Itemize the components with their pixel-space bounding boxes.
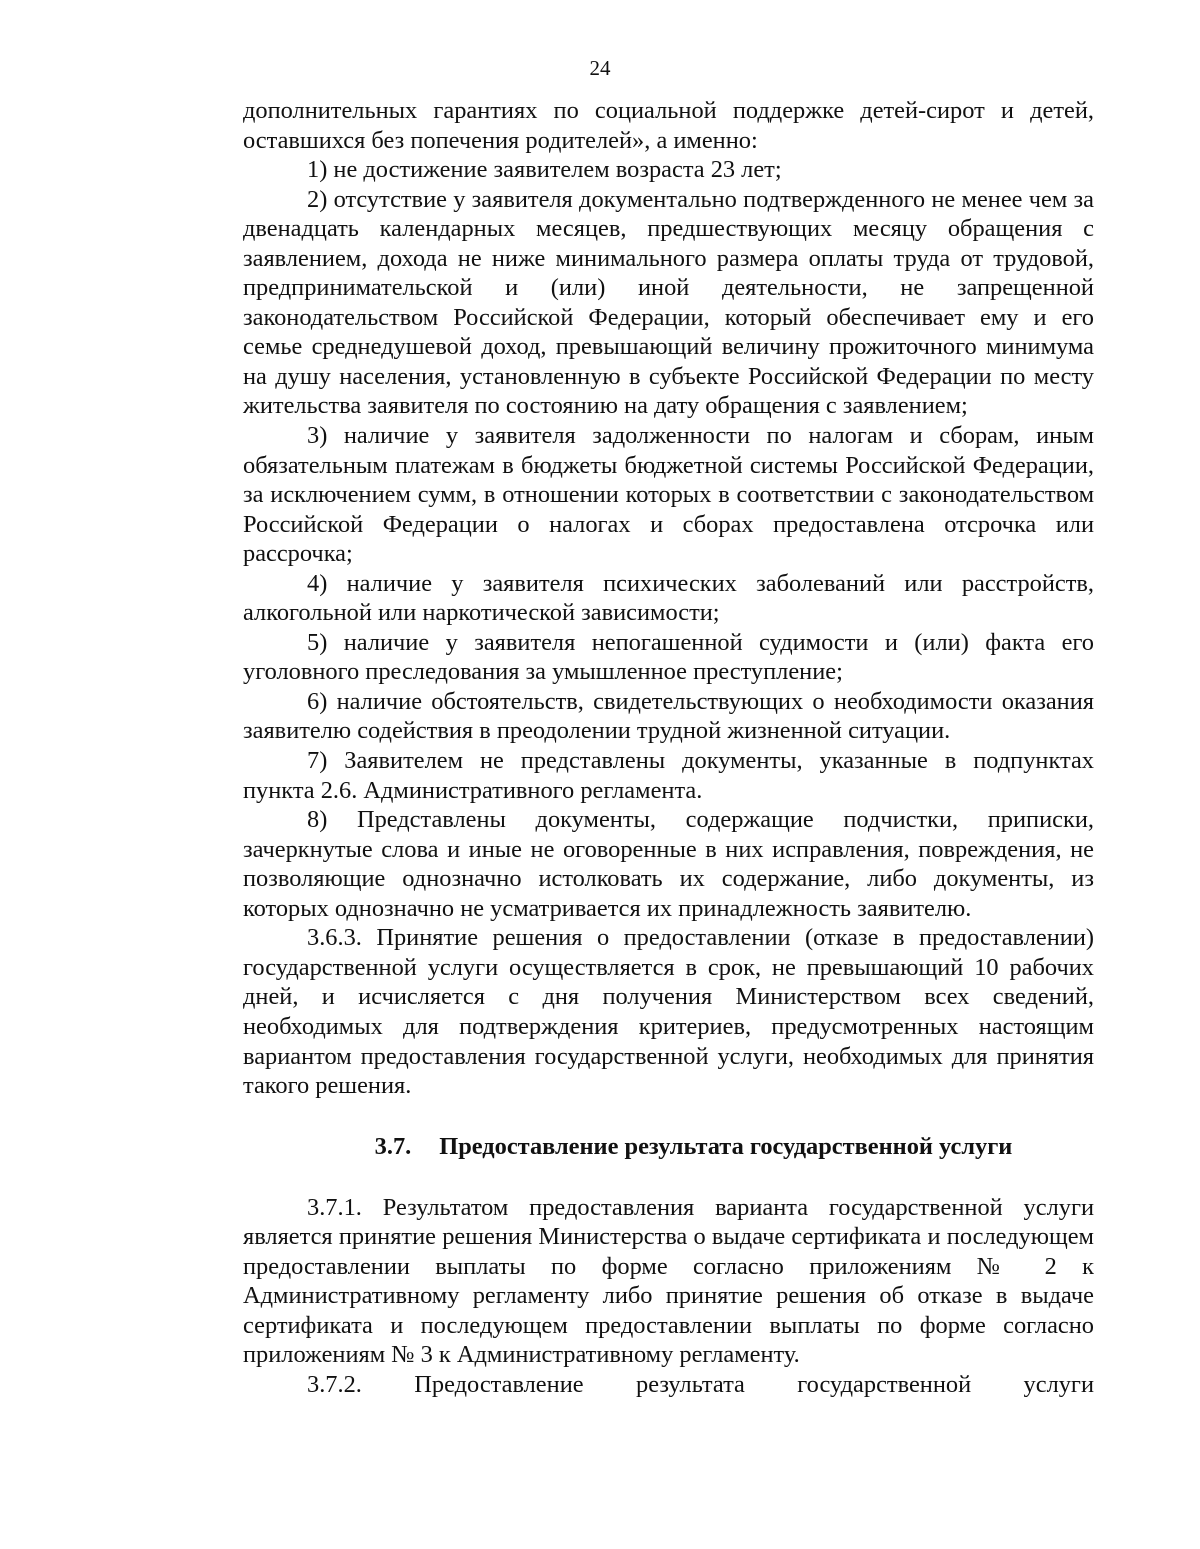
list-item-4: 4) наличие у заявителя психических заболеваний или расстройств, алкогольной или наркотической зависимости; xyxy=(243,569,1094,627)
list-item-1: 1) не достижение заявителем возраста 23 лет; xyxy=(307,156,782,184)
document-body xyxy=(243,96,1094,1399)
section-number: 3.7. xyxy=(374,1132,412,1160)
paragraph-3-6-3: 3.6.3. Принятие решения о предоставлении (отказе в предоставлении) государственной услуги осуществляется в срок, не превышающий 10 рабочих дней, и исчисляется с дня получения Министерством всех сведений, необходимых для подтверждения критериев, предусмотренных настоящим вариантом предоставления государственной услуги, необходимых для принятия такого решения. xyxy=(243,924,1094,1100)
list-item-2: 2) отсутствие у заявителя документально подтвержденного не менее чем за двенадцать календарных месяцев, предшествующих месяцу обращения с заявлением, дохода не ниже минимального размера оплаты труда от трудовой, предпринимательской и (или) иной деятельности, не запрещенной законодательством Российской Федерации, который обеспечивает ему и его семье среднедушевой доход, превышающий величину прожиточного минимума на душу населения, установленную в субъекте Российской Федерации по месту жительства заявителя по состоянию на дату обращения с заявлением; xyxy=(243,185,1094,420)
paragraph-3-7-1: 3.7.1. Результатом предоставления варианта государственной услуги является принятие решения Министерства о выдаче сертификата и последующем предоставлении выплаты по форме согласно приложениям № 2 к Административному регламенту либо принятие решения об отказе в выдаче сертификата и последующем предоставлении выплаты по форме согласно приложениям № 3 к Административному регламенту. xyxy=(243,1193,1094,1369)
list-item-5: 5) наличие у заявителя непогашенной судимости и (или) факта его уголовного преследования за умышленное преступление; xyxy=(243,628,1094,686)
page-number: 24 xyxy=(589,56,611,80)
paragraph-3-7-2: 3.7.2. Предоставление результата государственной услуги xyxy=(307,1370,1094,1398)
list-item-7: 7) Заявителем не представлены документы, указанные в подпунктах пункта 2.6. Административного регламента. xyxy=(243,747,1094,804)
list-item-6: 6) наличие обстоятельств, свидетельствующих о необходимости оказания заявителю содействия в преодолении трудной жизненной ситуации. xyxy=(243,687,1094,745)
list-item-3: 3) наличие у заявителя задолженности по налогам и сборам, иным обязательным платежам в бюджеты бюджетной системы Российской Федерации, за исключением сумм, в отношении которых в соответствии с законодательством Российской Федерации о налогах и сборах предоставлена отсрочка или рассрочка; xyxy=(243,422,1094,568)
paragraph-continuation: дополнительных гарантиях по социальной поддержке детей-сирот и детей, оставшихся без попечения родителей», а именно: xyxy=(243,97,1094,154)
section-title: Предоставление результата государственной услуги xyxy=(439,1132,1013,1160)
list-item-8: 8) Представлены документы, содержащие подчистки, приписки, зачеркнутые слова и иные не оговоренные в них исправления, повреждения, не позволяющие однозначно истолковать их содержание, либо документы, из которых однозначно не усматривается их принадлежность заявителю. xyxy=(243,806,1094,922)
section-heading xyxy=(243,1132,1094,1162)
